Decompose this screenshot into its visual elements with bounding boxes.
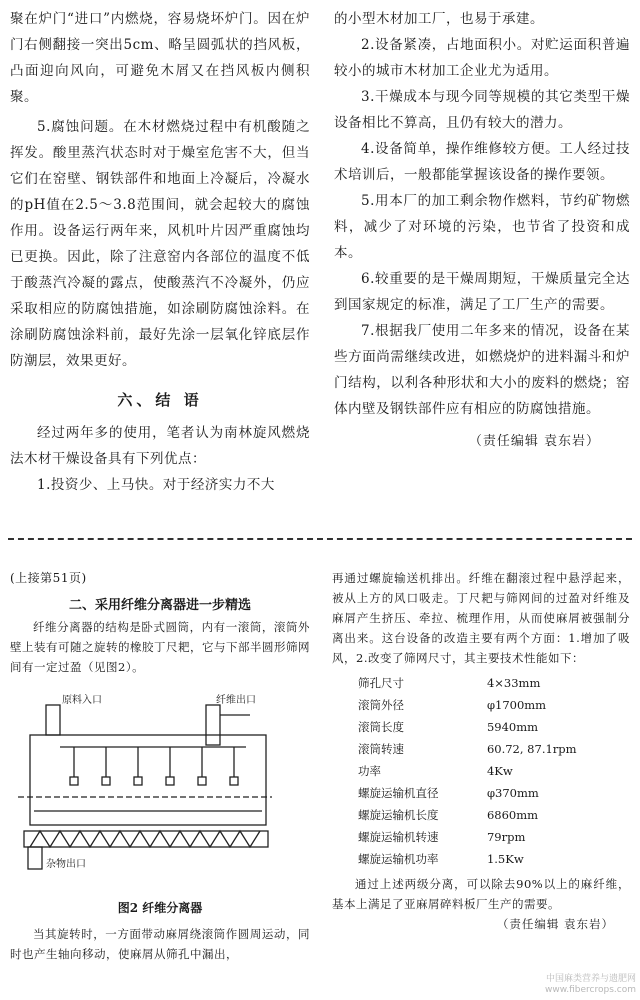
- paragraph: 2.设备紧凑，占地面积小。对贮运面积普遍较小的城市木材加工企业尤为适用。: [334, 37, 630, 79]
- lower-right-column: [332, 568, 630, 932]
- paragraph: 1.投资少、上马快。对于经济实力不大: [37, 477, 275, 493]
- section-title: 二、采用纤维分离器进一步精选: [68, 598, 251, 613]
- spec-row: [332, 804, 630, 826]
- watermark-url: www.fibercrops.com: [545, 985, 636, 995]
- spec-row: [332, 782, 630, 804]
- spec-row: [332, 760, 630, 782]
- paragraph: 4.设备简单，操作维修较方便。工人经过技术培训后，一般都能掌握该设备的操作要领。: [334, 141, 630, 183]
- spec-value: φ370mm: [486, 786, 539, 800]
- figure-label-inlet: 原料入口: [62, 695, 102, 706]
- site-watermark: [545, 974, 636, 996]
- figure-caption: 图2 纤维分离器: [117, 901, 203, 915]
- spec-name: 滚筒转速: [358, 742, 404, 756]
- watermark-name: 中国麻类营养与遗肥网: [545, 974, 636, 984]
- spec-value: 4×33mm: [486, 676, 541, 690]
- section-divider: [8, 538, 632, 540]
- figure-fiber-separator: [10, 685, 280, 895]
- section-title: 六、结 语: [117, 391, 203, 409]
- spec-name: 滚筒长度: [358, 720, 404, 734]
- paragraph: 6.较重要的是干燥周期短，干燥质量完全达到国家规定的标准，满足了工厂生产的需要。: [334, 271, 630, 313]
- spec-row: [332, 738, 630, 760]
- paragraph: 聚在炉门“进口”内燃烧，容易烧坏炉门。因在炉门右侧翻接一突出5cm、略呈圆弧状的挡风板，凸面迎向风向，可避免木屑又在挡风板内侧积聚。: [10, 11, 310, 105]
- spec-value: 5940mm: [486, 720, 539, 734]
- spec-value: 1.5Kw: [486, 852, 524, 866]
- paragraph: 5.用本厂的加工剩余物作燃料，节约矿物燃料，减少了对环境的污染，也节省了投资和成本。: [334, 193, 630, 261]
- spec-value: 4Kw: [486, 764, 513, 778]
- paragraph: 当其旋转时，一方面带动麻屑绕滚筒作圆周运动，同时也产生轴向移动，使麻屑从筛孔中漏出，: [10, 927, 310, 961]
- paragraph: 的小型木材加工厂，也易于承建。: [334, 11, 544, 27]
- lower-left-column: [10, 568, 310, 964]
- paragraph: 通过上述两级分离，可以除去90%以上的麻纤维，基本上满足了亚麻屑碎料板厂生产的需要。: [332, 877, 630, 911]
- paragraph: 纤维分离器的结构是卧式圆筒，内有一滚筒，滚筒外壁上装有可随之旋转的橡胶丁尺耙，它与下部半圆形筛网间有一定过盈（见图2）。: [10, 620, 310, 674]
- paragraph: 7.根据我厂使用二年多来的情况，设备在某些方面尚需继续改进，如燃烧炉的进料漏斗和炉门结构，以利各种形状和大小的废料的燃烧；窑体内壁及钢铁部件应有相应的防腐蚀措施。: [334, 323, 630, 417]
- spec-value: φ1700mm: [486, 698, 547, 712]
- paragraph: 5.腐蚀问题。在木材燃烧过程中有机酸随之挥发。酸里蒸汽状态时对于燥室危害不大，但当它们在窑壁、钢铁部件和地面上冷凝后，冷凝水的pH值在2.5～3.8范围间，就会起较大的腐蚀作用。设备运行两年来，风机叶片因严重腐蚀均已更换。因此，除了注意窑内各部位的温度不低于酸蒸汽冷凝的露点，使酸蒸汽不冷凝外，仍应采取相应的防腐蚀措施，如涂刷防腐蚀涂料。在涂刷防腐蚀涂料前，最好先涂一层氧化锌底层作防潮层，效果更好。: [10, 119, 310, 369]
- spec-name: 滚筒外径: [358, 698, 404, 712]
- spec-row: [332, 848, 630, 870]
- spec-row: [332, 716, 630, 738]
- spec-value: 79rpm: [486, 830, 526, 844]
- figure-label-outlet: 纤维出口: [216, 695, 256, 706]
- upper-left-column: [10, 6, 310, 498]
- paragraph: 再通过螺旋输送机排出。纤维在翻滚过程中悬浮起来，被从上方的风口吸走。丁尺耙与筛网间的过盈对纤维及麻屑产生挤压、牵拉、梳理作用，从而使麻屑被强制分离出来。这台设备的改造主要有两个方面：1.增加了吸风，2.改变了筛网尺寸，其主要技术性能如下：: [332, 571, 630, 665]
- spec-row: [332, 694, 630, 716]
- paragraph: 3.干燥成本与现今同等规模的其它类型干燥设备相比不算高，且仍有较大的潜力。: [334, 89, 630, 131]
- spec-value: 60.72, 87.1rpm: [486, 742, 577, 756]
- spec-name: 功率: [358, 764, 381, 778]
- figure-label-bottom: 杂物出口: [46, 859, 86, 870]
- spec-name: 螺旋运输机长度: [358, 808, 439, 822]
- paragraph: 经过两年多的使用，笔者认为南林旋风燃烧法木材干燥设备具有下列优点：: [10, 425, 310, 467]
- editor-credit: （责任编辑 袁东岩）: [468, 434, 600, 449]
- spec-name: 螺旋运输机直径: [358, 786, 439, 800]
- upper-right-column: [334, 6, 630, 449]
- spec-value: 6860mm: [486, 808, 539, 822]
- spec-name: 螺旋运输机转速: [358, 830, 439, 844]
- spec-name: 螺旋运输机功率: [358, 852, 439, 866]
- spec-row: [332, 826, 630, 848]
- spec-table: [332, 672, 630, 870]
- spec-name: 筛孔尺寸: [358, 676, 404, 690]
- continued-note: (上接第51页): [10, 571, 87, 585]
- editor-credit: （责任编辑 袁东岩）: [496, 917, 614, 931]
- spec-row: [332, 672, 630, 694]
